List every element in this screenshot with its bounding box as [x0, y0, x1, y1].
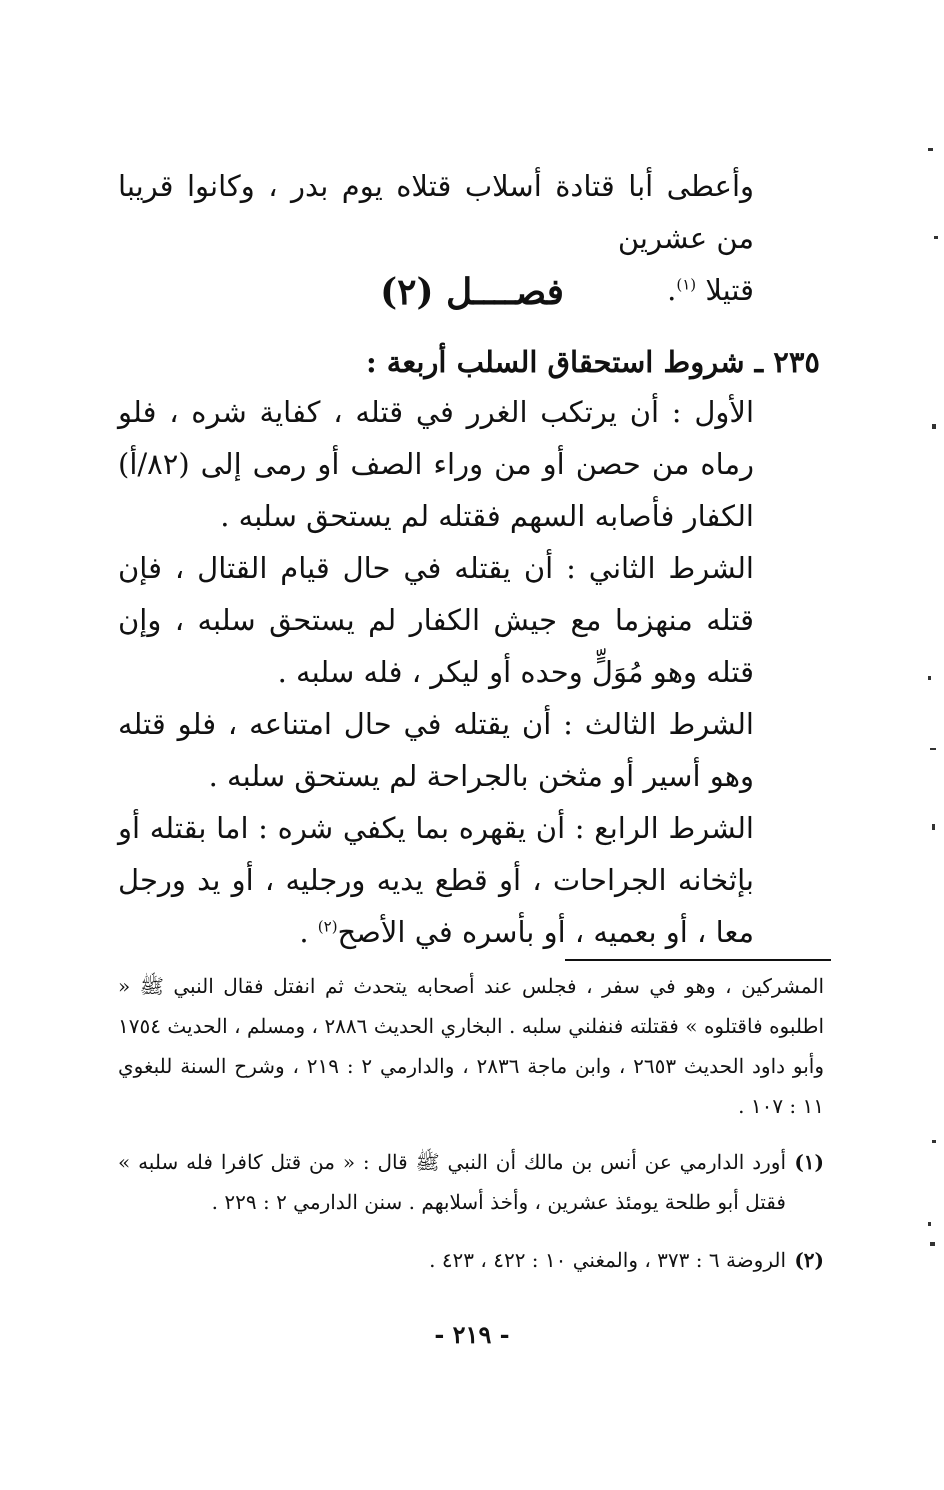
section-title: ٢٣٥ ـ شروط استحقاق السلب أربعة : — [366, 345, 820, 379]
footnote-ref-2: (٢) — [317, 917, 338, 936]
page-number: - ٢١٩ - — [434, 1320, 510, 1349]
scan-speck — [934, 236, 938, 239]
condition-1: الأول : أن يرتكب الغرر في قتله ، كفاية شره ، فلو رماه من حصن أو من وراء الصف أو رمى إلى (٨٢/أ) الكفار فأصابه السهم فقتله لم يستحق سلبه . — [118, 395, 754, 533]
scan-speck — [930, 1242, 935, 1246]
condition-4: الشرط الرابع : أن يقهره بما يكفي شره : اما بقتله أو بإثخانه الجراحات ، أو قطع يديه ورجليه ، أو يد ورجل معا ، أو بعميه ، أو بأسره في الأصح$^{(٢)}$ . — [118, 811, 754, 949]
scan-speck — [930, 748, 936, 750]
footnote-ref-1: (١) — [676, 275, 697, 294]
section-number: ٢٣٥ — [773, 345, 820, 379]
footnote-1-number: (١) — [794, 1150, 824, 1174]
condition-2: الشرط الثاني : أن يقتله في حال قيام القتال ، فإن قتله منهزما مع جيش الكفار لم يستحق سلبه ، وإن قتله وهو مُوَلٍّ وحده أو ليكر ، فله سلبه . — [118, 551, 754, 689]
scan-speck — [932, 824, 935, 830]
footnote-2-text: الروضة ٦ : ٣٧٣ ، والمغني ١٠ : ٤٢٢ ، ٤٢٣ . — [429, 1248, 786, 1272]
condition-3: الشرط الثالث : أن يقتله في حال امتناعه ، فلو قتله وهو أسير أو مثخن بالجراحة لم يستحق سلبه . — [118, 707, 754, 793]
scan-speck — [928, 148, 933, 151]
section-heading: فصــــل (٢) — [380, 271, 564, 313]
scan-speck — [928, 676, 931, 680]
footnote-2 — [118, 1240, 824, 1280]
scan-speck — [932, 1140, 936, 1143]
footnote-continued — [118, 966, 824, 1126]
intro-line-1: وأعطى أبا قتادة أسلاب قتلاه يوم بدر ، وكانوا قريبا من عشرين — [118, 169, 754, 255]
footnote-continued-text: المشركين ، وهو في سفر ، فجلس عند أصحابه يتحدث ثم انفتل فقال النبي ﷺ « اطلبوه فاقتلوه » فقتلته فنفلني سلبه . البخاري الحديث ٢٨٨٦ ، ومسلم ، الحديث ١٧٥٤ وأبو داود الحديث ٢٦٥٣ ، وابن ماجة ٢٨٣٦ ، والدارمي ٢ : ٢١٩ ، وشرح السنة للبغوي ١١ : ١٠٧ . — [118, 974, 825, 1118]
scan-speck — [928, 1222, 931, 1226]
scan-speck — [932, 424, 936, 429]
condition-4-text: الشرط الرابع : أن يقهره بما يكفي شره : اما بقتله أو بإثخانه الجراحات ، أو قطع يديه ورجليه ، أو يد ورجل معا ، أو بعميه ، أو بأسره في الأصح — [118, 811, 754, 949]
intro-text: قتيلا — [705, 273, 754, 307]
footnote-divider — [565, 959, 831, 961]
conditions-body — [118, 386, 754, 958]
intro-line-2: قتيلا $^{(١)}$. — [667, 273, 754, 307]
footnote-1-text: أورد الدارمي عن أنس بن مالك أن النبي ﷺ قال : « من قتل كافرا فله سلبه » فقتل أبو طلحة يومئذ عشرين ، وأخذ أسلابهم . سنن الدارمي ٢ : ٢٢٩ . — [118, 1150, 786, 1214]
section-title-text: شروط استحقاق السلب أربعة : — [366, 345, 745, 379]
footnote-2-number: (٢) — [794, 1248, 824, 1272]
footnote-1 — [118, 1142, 824, 1222]
